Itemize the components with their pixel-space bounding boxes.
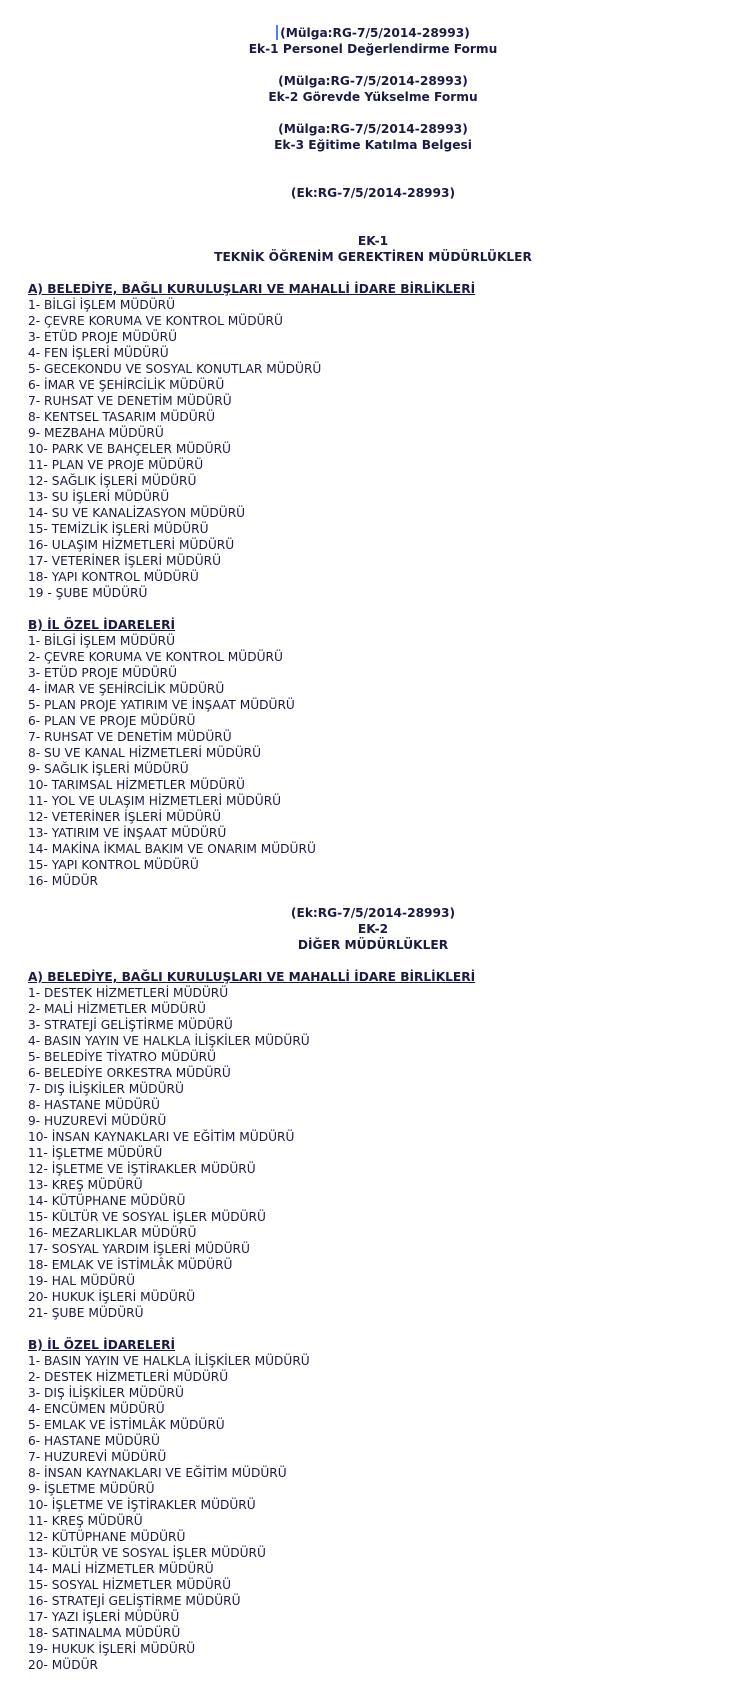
list-item: 7- RUHSAT VE DENETİM MÜDÜRÜ — [28, 394, 232, 408]
list-item: 5- EMLAK VE İSTİMLÂK MÜDÜRÜ — [28, 1418, 225, 1432]
list-item: 20- HUKUK İŞLERİ MÜDÜRÜ — [28, 1290, 196, 1304]
ek-ref-1: (Ek:RG-7/5/2014-28993) — [290, 186, 456, 200]
list-item: 20- MÜDÜR — [28, 1658, 98, 1672]
list-item: 16- MEZARLIKLAR MÜDÜRÜ — [28, 1226, 197, 1240]
list-item: 9- İŞLETME MÜDÜRÜ — [28, 1482, 155, 1496]
mulga-ref-1-text: (Mülga:RG-7/5/2014-28993) — [280, 26, 470, 40]
ek1-section-b — [28, 617, 316, 889]
ek2-section-a — [28, 969, 475, 1321]
ek1-section-a — [28, 281, 475, 601]
list-item: 12- İŞLETME VE İŞTİRAKLER MÜDÜRÜ — [28, 1162, 256, 1176]
list-item: 7- HUZUREVİ MÜDÜRÜ — [28, 1450, 167, 1464]
ek1-title: TEKNİK ÖĞRENİM GEREKTİREN MÜDÜRLÜKLER — [214, 250, 532, 264]
ek2-ref: (Ek:RG-7/5/2014-28993) — [290, 906, 456, 920]
ek1-label: EK-1 — [357, 234, 389, 248]
ek2-label: EK-2 — [357, 922, 389, 936]
mulga-ref-2: (Mülga:RG-7/5/2014-28993) — [278, 74, 468, 88]
form-title-2: Ek-2 Görevde Yükselme Formu — [268, 90, 478, 104]
mulga-ref-1 — [0, 25, 746, 41]
form-title-3: Ek-3 Eğitime Katılma Belgesi — [274, 138, 472, 152]
ek1-section-a-list — [28, 297, 475, 601]
list-item: 12- KÜTÜPHANE MÜDÜRÜ — [28, 1530, 186, 1544]
list-item: 10- PARK VE BAHÇELER MÜDÜRÜ — [28, 442, 231, 456]
list-item: 13- KÜLTÜR VE SOSYAL İŞLER MÜDÜRÜ — [28, 1546, 266, 1560]
list-item: 1- BİLGİ İŞLEM MÜDÜRÜ — [28, 634, 176, 648]
list-item: 5- PLAN PROJE YATIRIM VE İNŞAAT MÜDÜRÜ — [28, 698, 295, 712]
ek2-section-b — [28, 1337, 310, 1673]
list-item: 13- SU İŞLERİ MÜDÜRÜ — [28, 490, 170, 504]
list-item: 18- SATINALMA MÜDÜRÜ — [28, 1626, 181, 1640]
list-item: 4- ENCÜMEN MÜDÜRÜ — [28, 1402, 165, 1416]
list-item: 18- YAPI KONTROL MÜDÜRÜ — [28, 570, 199, 584]
list-item: 6- BELEDİYE ORKESTRA MÜDÜRÜ — [28, 1066, 231, 1080]
list-item: 9- HUZUREVİ MÜDÜRÜ — [28, 1114, 167, 1128]
list-item: 15- SOSYAL HİZMETLER MÜDÜRÜ — [28, 1578, 232, 1592]
list-item: 14- MALİ HİZMETLER MÜDÜRÜ — [28, 1562, 214, 1576]
list-item: 16- ULAŞIM HİZMETLERİ MÜDÜRÜ — [28, 538, 235, 552]
list-item: 12- VETERİNER İŞLERİ MÜDÜRÜ — [28, 810, 222, 824]
list-item: 19 - ŞUBE MÜDÜRÜ — [28, 586, 148, 600]
list-item: 14- SU VE KANALİZASYON MÜDÜRÜ — [28, 506, 246, 520]
list-item: 9- MEZBAHA MÜDÜRÜ — [28, 426, 164, 440]
list-item: 16- STRATEJİ GELİŞTİRME MÜDÜRÜ — [28, 1594, 241, 1608]
form-title-1: Ek-1 Personel Değerlendirme Formu — [248, 42, 498, 56]
list-item: 7- DIŞ İLİŞKİLER MÜDÜRÜ — [28, 1082, 184, 1096]
list-item: 8- İNSAN KAYNAKLARI VE EĞİTİM MÜDÜRÜ — [28, 1466, 287, 1480]
list-item: 3- ETÜD PROJE MÜDÜRÜ — [28, 666, 178, 680]
list-item: 21- ŞUBE MÜDÜRÜ — [28, 1306, 144, 1320]
list-item: 14- KÜTÜPHANE MÜDÜRÜ — [28, 1194, 186, 1208]
list-item: 4- FEN İŞLERİ MÜDÜRÜ — [28, 346, 169, 360]
list-item: 13- KREŞ MÜDÜRÜ — [28, 1178, 143, 1192]
list-item: 7- RUHSAT VE DENETİM MÜDÜRÜ — [28, 730, 232, 744]
list-item: 8- SU VE KANAL HİZMETLERİ MÜDÜRÜ — [28, 746, 262, 760]
list-item: 19- HAL MÜDÜRÜ — [28, 1274, 136, 1288]
ek1-section-b-list — [28, 633, 316, 889]
list-item: 3- STRATEJİ GELİŞTİRME MÜDÜRÜ — [28, 1018, 233, 1032]
list-item: 10- TARIMSAL HİZMETLER MÜDÜRÜ — [28, 778, 245, 792]
list-item: 15- YAPI KONTROL MÜDÜRÜ — [28, 858, 199, 872]
list-item: 4- İMAR VE ŞEHİRCİLİK MÜDÜRÜ — [28, 682, 225, 696]
list-item: 11- PLAN VE PROJE MÜDÜRÜ — [28, 458, 204, 472]
list-item: 3- DIŞ İLİŞKİLER MÜDÜRÜ — [28, 1386, 184, 1400]
ek1-section-b-heading: B) İL ÖZEL İDARELERİ — [28, 618, 175, 632]
list-item: 6- İMAR VE ŞEHİRCİLİK MÜDÜRÜ — [28, 378, 225, 392]
list-item: 6- HASTANE MÜDÜRÜ — [28, 1434, 160, 1448]
list-item: 3- ETÜD PROJE MÜDÜRÜ — [28, 330, 178, 344]
ek2-section-b-heading: B) İL ÖZEL İDARELERİ — [28, 1338, 175, 1352]
list-item: 17- SOSYAL YARDIM İŞLERİ MÜDÜRÜ — [28, 1242, 250, 1256]
list-item: 5- GECEKONDU VE SOSYAL KONUTLAR MÜDÜRÜ — [28, 362, 322, 376]
list-item: 15- KÜLTÜR VE SOSYAL İŞLER MÜDÜRÜ — [28, 1210, 266, 1224]
ek1-section-a-heading: A) BELEDİYE, BAĞLI KURULUŞLARI VE MAHALLİ İDARE BİRLİKLERİ — [28, 282, 476, 296]
list-item: 10- İŞLETME VE İŞTİRAKLER MÜDÜRÜ — [28, 1498, 256, 1512]
list-item: 1- DESTEK HİZMETLERİ MÜDÜRÜ — [28, 986, 229, 1000]
list-item: 18- EMLAK VE İSTİMLÂK MÜDÜRÜ — [28, 1258, 233, 1272]
list-item: 4- BASIN YAYIN VE HALKLA İLİŞKİLER MÜDÜRÜ — [28, 1034, 310, 1048]
mulga-ref-3: (Mülga:RG-7/5/2014-28993) — [278, 122, 468, 136]
list-item: 10- İNSAN KAYNAKLARI VE EĞİTİM MÜDÜRÜ — [28, 1130, 295, 1144]
ek2-section-a-heading: A) BELEDİYE, BAĞLI KURULUŞLARI VE MAHALLİ İDARE BİRLİKLERİ — [28, 970, 476, 984]
list-item: 1- BASIN YAYIN VE HALKLA İLİŞKİLER MÜDÜRÜ — [28, 1354, 310, 1368]
list-item: 11- İŞLETME MÜDÜRÜ — [28, 1146, 163, 1160]
list-item: 11- KREŞ MÜDÜRÜ — [28, 1514, 143, 1528]
list-item: 2- ÇEVRE KORUMA VE KONTROL MÜDÜRÜ — [28, 314, 283, 328]
text-cursor — [276, 25, 278, 40]
ek2-title: DİĞER MÜDÜRLÜKLER — [297, 938, 449, 952]
list-item: 2- DESTEK HİZMETLERİ MÜDÜRÜ — [28, 1370, 229, 1384]
list-item: 8- HASTANE MÜDÜRÜ — [28, 1098, 160, 1112]
list-item: 17- YAZI İŞLERİ MÜDÜRÜ — [28, 1610, 180, 1624]
list-item: 13- YATIRIM VE İNŞAAT MÜDÜRÜ — [28, 826, 227, 840]
list-item: 6- PLAN VE PROJE MÜDÜRÜ — [28, 714, 196, 728]
ek2-section-b-list — [28, 1353, 310, 1673]
list-item: 12- SAĞLIK İŞLERİ MÜDÜRÜ — [28, 474, 197, 488]
list-item: 2- MALİ HİZMETLER MÜDÜRÜ — [28, 1002, 206, 1016]
ek2-section-a-list — [28, 985, 475, 1321]
list-item: 9- SAĞLIK İŞLERİ MÜDÜRÜ — [28, 762, 189, 776]
list-item: 8- KENTSEL TASARIM MÜDÜRÜ — [28, 410, 216, 424]
list-item: 1- BİLGİ İŞLEM MÜDÜRÜ — [28, 298, 176, 312]
list-item: 2- ÇEVRE KORUMA VE KONTROL MÜDÜRÜ — [28, 650, 283, 664]
list-item: 5- BELEDİYE TİYATRO MÜDÜRÜ — [28, 1050, 217, 1064]
list-item: 16- MÜDÜR — [28, 874, 98, 888]
list-item: 14- MAKİNA İKMAL BAKIM VE ONARIM MÜDÜRÜ — [28, 842, 316, 856]
list-item: 15- TEMİZLİK İŞLERİ MÜDÜRÜ — [28, 522, 209, 536]
list-item: 11- YOL VE ULAŞIM HİZMETLERİ MÜDÜRÜ — [28, 794, 282, 808]
list-item: 17- VETERİNER İŞLERİ MÜDÜRÜ — [28, 554, 222, 568]
list-item: 19- HUKUK İŞLERİ MÜDÜRÜ — [28, 1642, 196, 1656]
